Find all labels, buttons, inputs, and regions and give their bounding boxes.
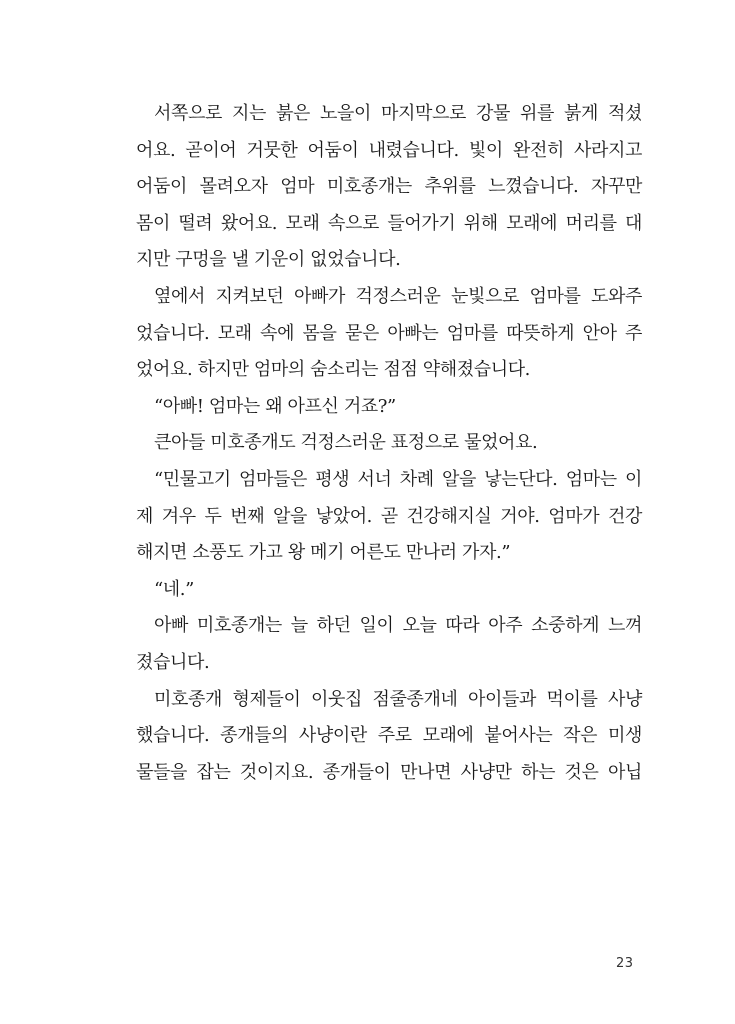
text-line-5: 지만 구멍을 낼 기운이 없었습니다. [136, 249, 401, 271]
text-line-17: 미호종개 형제들이 이웃집 점줄종개네 아이들과 먹이를 사냥 [154, 688, 642, 710]
text-line-12: 제 겨우 두 번째 알을 낳았어. 곧 건강해지실 거야. 엄마가 건강 [136, 505, 642, 527]
text-line-18: 했습니다. 종개들의 사냥이란 주로 모래에 붙어사는 작은 미생 [136, 725, 642, 747]
text-line-7: 었습니다. 모래 속에 몸을 묻은 아빠는 엄마를 따뜻하게 안아 주 [136, 322, 642, 344]
page-body [136, 96, 642, 791]
text-line-14: “네.” [154, 578, 194, 600]
text-line-16: 졌습니다. [136, 651, 210, 673]
text-line-11: “민물고기 엄마들은 평생 서너 차례 알을 낳는단다. 엄마는 이 [154, 468, 642, 490]
text-line-13: 해지면 소풍도 가고 왕 메기 어른도 만나러 가자.” [136, 542, 511, 564]
text-line-2: 어요. 곧이어 거뭇한 어둠이 내렸습니다. 빛이 완전히 사라지고 [136, 139, 642, 161]
text-line-9: “아빠! 엄마는 왜 아프신 거죠?” [154, 395, 396, 417]
text-line-3: 어둠이 몰려오자 엄마 미호종개는 추위를 느꼈습니다. 자꾸만 [136, 176, 642, 198]
text-line-1: 서쪽으로 지는 붉은 노을이 마지막으로 강물 위를 붉게 적셨 [154, 103, 642, 124]
text-line-10: 큰아들 미호종개도 걱정스러운 표정으로 물었어요. [154, 432, 538, 454]
text-line-4: 몸이 떨려 왔어요. 모래 속으로 들어가기 위해 모래에 머리를 대 [136, 212, 642, 234]
text-line-6: 옆에서 지켜보던 아빠가 걱정스러운 눈빛으로 엄마를 도와주 [154, 285, 642, 307]
page-number: 23 [616, 956, 634, 971]
text-line-19: 물들을 잡는 것이지요. 종개들이 만나면 사냥만 하는 것은 아닙 [136, 761, 642, 783]
text-line-8: 었어요. 하지만 엄마의 숨소리는 점점 약해졌습니다. [136, 359, 530, 381]
text-line-15: 아빠 미호종개는 늘 하던 일이 오늘 따라 아주 소중하게 느껴 [154, 615, 642, 637]
